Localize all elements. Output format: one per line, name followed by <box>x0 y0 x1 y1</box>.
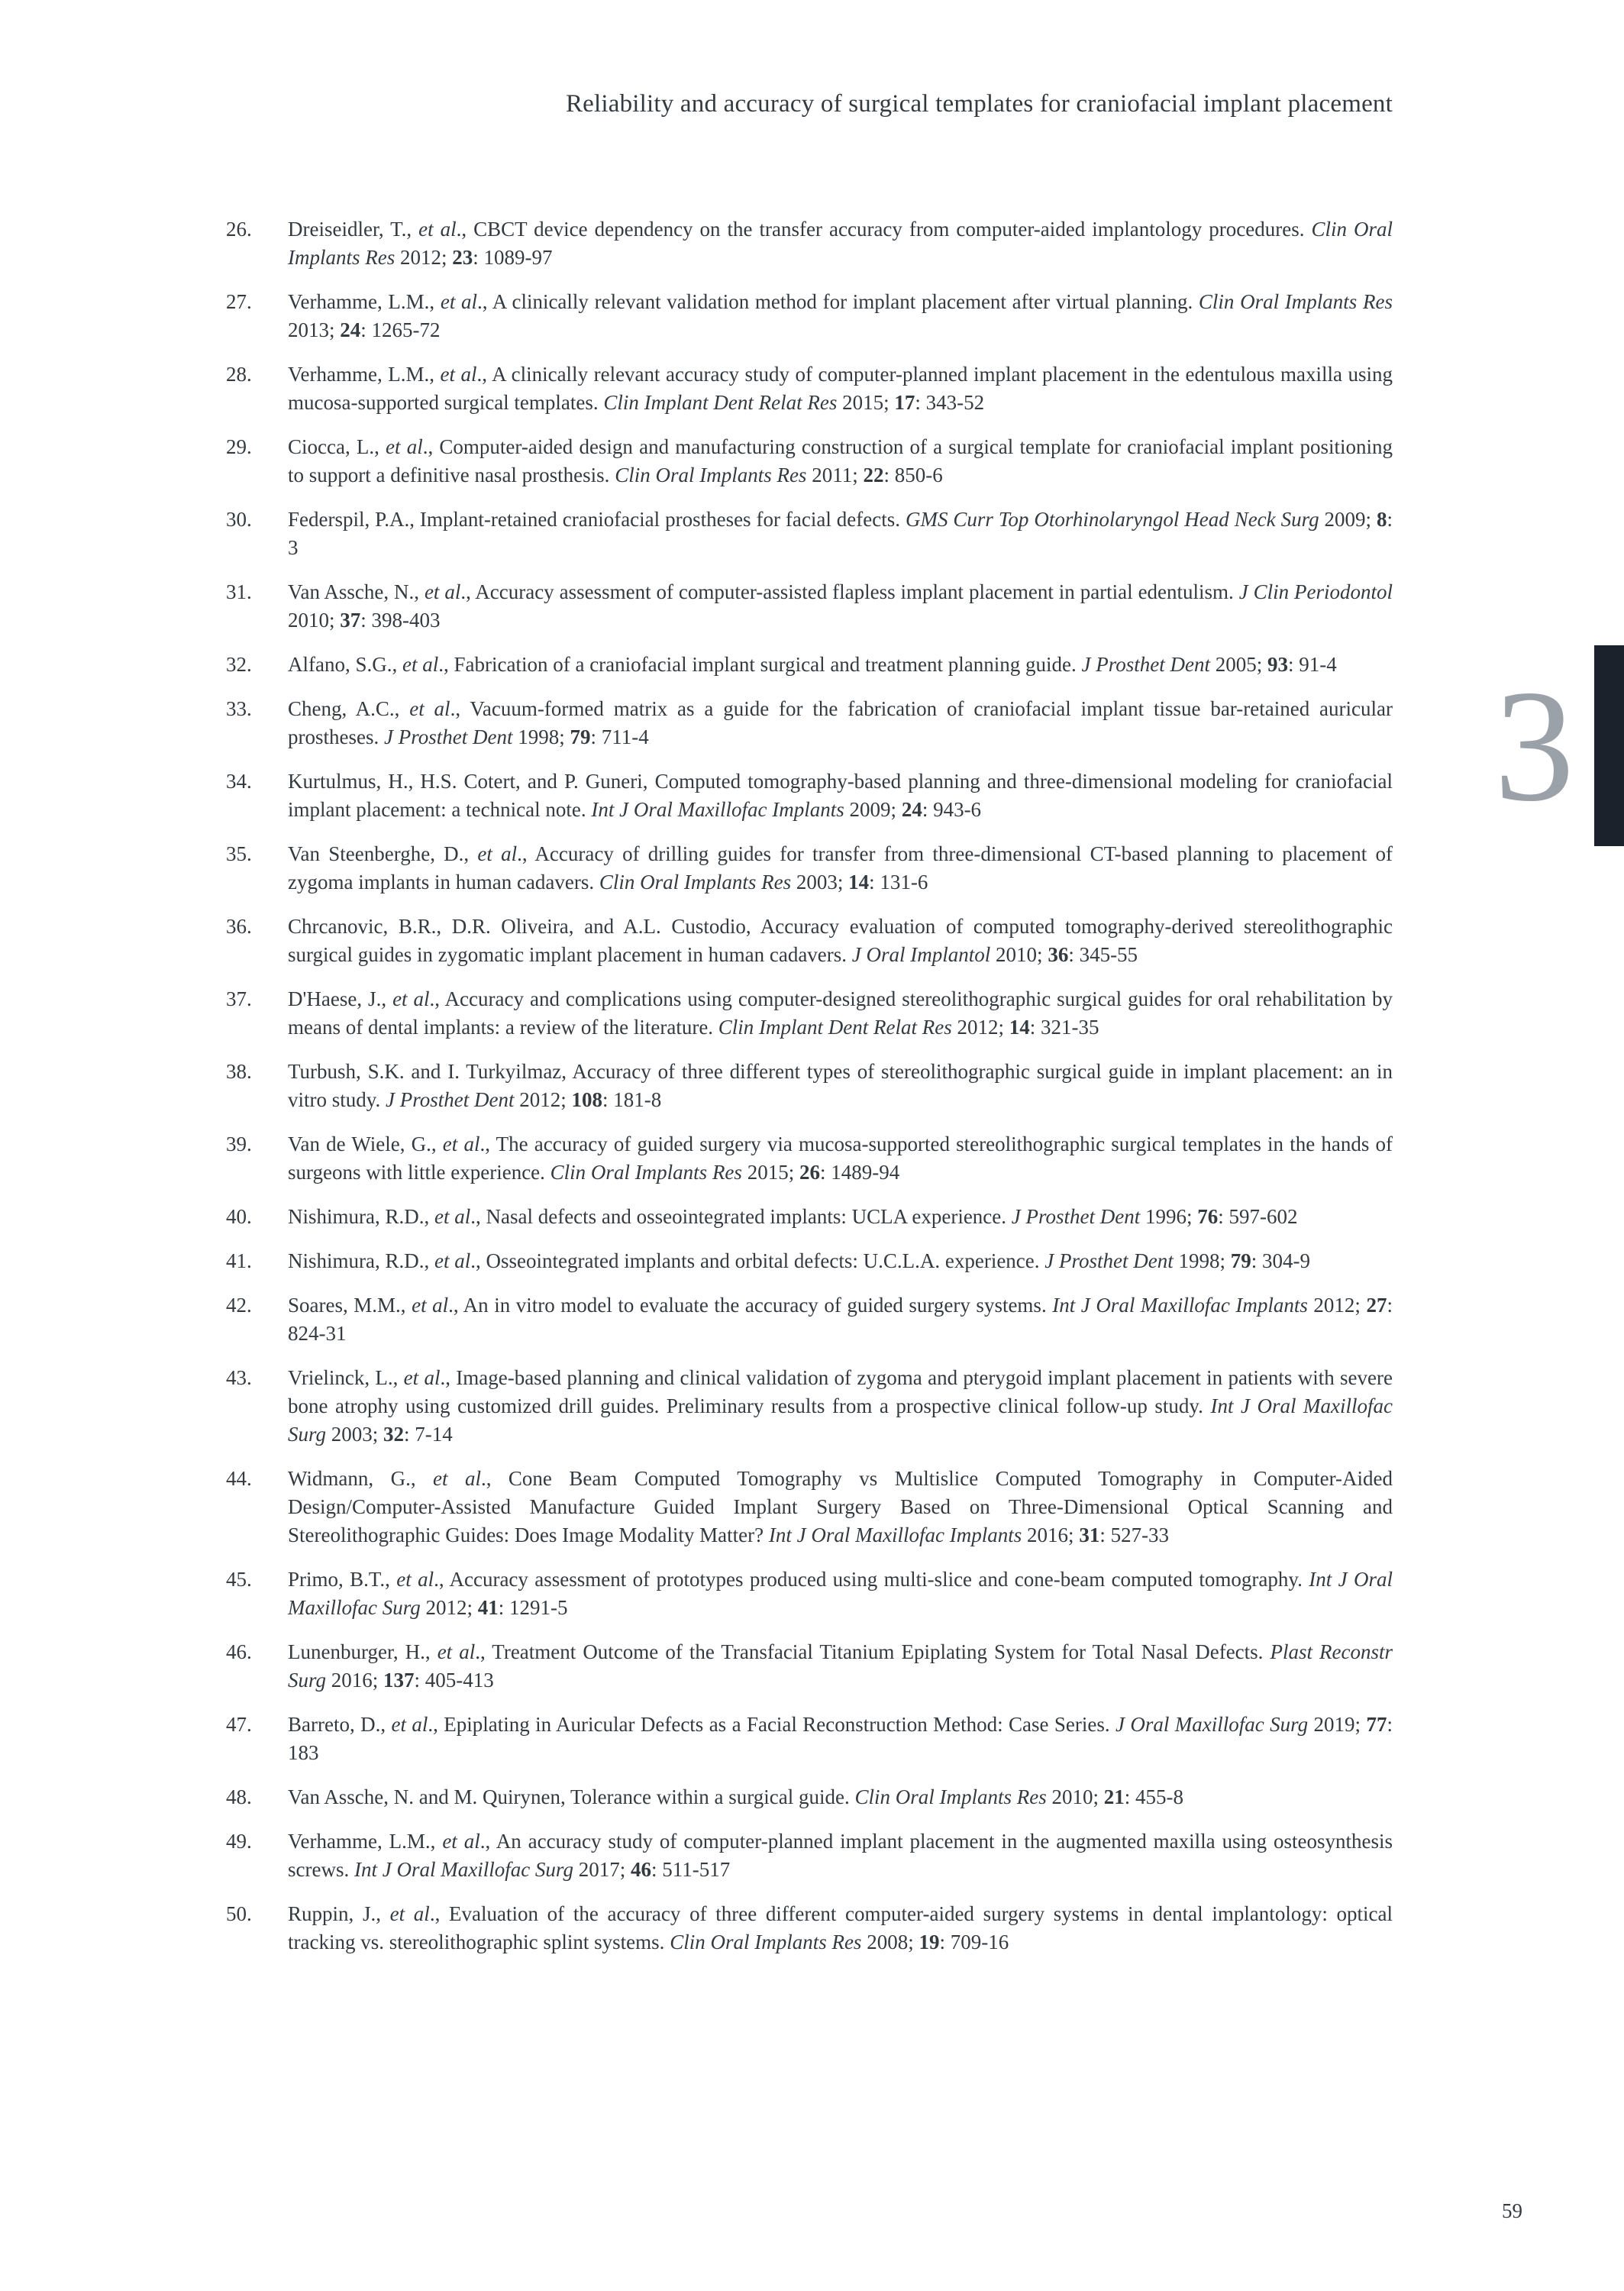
reference-text-segment: et al <box>412 1294 449 1317</box>
reference-text-segment: 14 <box>848 871 870 893</box>
reference-text <box>288 1058 1393 1114</box>
reference-text-segment: ., An accuracy study of computer-planned implant placement in the augmented maxilla using osteosynthesis screws. <box>288 1830 1393 1881</box>
reference-text-segment: Verhamme, L.M., <box>288 1830 443 1853</box>
reference-text <box>288 1203 1393 1231</box>
reference-text-segment: et al <box>418 218 457 241</box>
reference-text <box>288 1783 1393 1811</box>
reference-text-segment: 2011; <box>806 464 864 486</box>
reference-text-segment: : 7-14 <box>404 1423 453 1446</box>
reference-text-segment: ., The accuracy of guided surgery via mucosa-supported stereolithographic surgical templates in the hands of surgeons with little experience. <box>288 1133 1393 1184</box>
reference-number: 37. <box>226 987 252 1010</box>
reference-text-segment: : 131-6 <box>869 871 928 893</box>
reference-text-segment: D'Haese, J., <box>288 987 393 1010</box>
reference-text-segment: 22 <box>863 464 884 486</box>
reference-text-segment: : 398-403 <box>360 609 441 632</box>
reference-text-segment: Int J Oral Maxillofac Surg <box>354 1858 573 1881</box>
reference-number: 36. <box>226 915 252 938</box>
reference-number: 27. <box>226 290 252 313</box>
reference-text-segment: et al <box>424 580 461 603</box>
reference-text-segment: ., Fabrication of a craniofacial implant surgical and treatment planning guide. <box>438 653 1082 676</box>
reference-text-segment: Barreto, D., <box>288 1713 392 1736</box>
reference-text-segment: ., Accuracy assessment of prototypes produced using multi-slice and cone-beam computed tomography. <box>434 1568 1309 1591</box>
reference-text-segment: Int J Oral Maxillofac Implants <box>1052 1294 1308 1317</box>
reference-text-segment: Clin Oral Implants Res <box>550 1161 742 1184</box>
reference-text-segment: : 455-8 <box>1124 1785 1183 1808</box>
reference-text-segment: 79 <box>570 725 591 748</box>
reference-text-segment: Plast Reconstr Surg <box>288 1640 1393 1692</box>
reference-text-segment: 2013; <box>288 318 341 341</box>
reference-item <box>226 1711 1393 1767</box>
reference-text <box>288 506 1393 562</box>
reference-text <box>288 1900 1393 1957</box>
reference-number: 35. <box>226 842 252 865</box>
reference-text-segment: et al <box>440 290 478 313</box>
reference-text-segment: 8 <box>1376 508 1387 531</box>
reference-text-segment: ., Image-based planning and clinical validation of zygoma and pterygoid implant placement in patients with severe bone atrophy using customized drill guides. Preliminary results from a prospective clinical follow-up study. <box>288 1366 1393 1417</box>
reference-text-segment: : 850-6 <box>883 464 943 486</box>
reference-text-segment: 2010; <box>1046 1785 1104 1808</box>
reference-text-segment: Primo, B.T., <box>288 1568 397 1591</box>
reference-text-segment: ., Treatment Outcome of the Transfacial Titanium Epiplating System for Total Nasal Defects. <box>475 1640 1270 1663</box>
reference-text <box>288 578 1393 635</box>
reference-text-segment: J Clin Periodontol <box>1238 580 1393 603</box>
reference-text-segment: Clin Oral Implants Res <box>288 218 1393 269</box>
reference-text-segment: GMS Curr Top Otorhinolaryngol Head Neck Surg <box>905 508 1319 531</box>
reference-item <box>226 913 1393 969</box>
reference-text-segment: : 181-8 <box>602 1088 662 1111</box>
reference-text-segment: : 511-517 <box>651 1858 731 1881</box>
reference-item <box>226 1364 1393 1449</box>
reference-item <box>226 433 1393 490</box>
reference-text-segment: ., A clinically relevant accuracy study of computer-planned implant placement in the edentulous maxilla using mucosa-supported surgical templates. <box>288 363 1393 414</box>
reference-text <box>288 651 1393 679</box>
reference-text-segment: 93 <box>1267 653 1288 676</box>
reference-item <box>226 840 1393 897</box>
reference-item <box>226 1900 1393 1957</box>
chapter-number: 3 <box>1494 657 1574 835</box>
reference-text-segment: Federspil, P.A., Implant-retained craniofacial prostheses for facial defects. <box>288 508 906 531</box>
reference-number: 45. <box>226 1568 252 1591</box>
reference-text-segment: 2008; <box>861 1931 919 1953</box>
reference-text-segment: ., Computer-aided design and manufacturing construction of a surgical template for craniofacial implant positioning to support a definitive nasal prosthesis. <box>288 435 1393 486</box>
reference-text <box>288 1465 1393 1549</box>
reference-number: 43. <box>226 1366 252 1389</box>
reference-item <box>226 1291 1393 1348</box>
reference-item <box>226 1783 1393 1811</box>
reference-text-segment: 2009; <box>844 798 902 821</box>
reference-text-segment: : 597-602 <box>1218 1205 1298 1228</box>
reference-text-segment: 36 <box>1048 943 1069 966</box>
reference-text-segment: 26 <box>799 1161 820 1184</box>
reference-number: 34. <box>226 770 252 793</box>
reference-text-segment: 41 <box>477 1596 499 1619</box>
page-number: 59 <box>1502 2199 1522 2222</box>
reference-text-segment: 1998; <box>1173 1249 1231 1272</box>
reference-text-segment: : 1089-97 <box>473 246 553 269</box>
reference-text-segment: 27 <box>1366 1294 1387 1317</box>
reference-text-segment: et al <box>409 697 450 720</box>
reference-number: 39. <box>226 1133 252 1155</box>
reference-text-segment: Soares, M.M., <box>288 1294 412 1317</box>
reference-text-segment: et al <box>396 1568 434 1591</box>
reference-number: 49. <box>226 1830 252 1853</box>
reference-text <box>288 288 1393 344</box>
reference-item <box>226 1058 1393 1114</box>
reference-text-segment: J Prosthet Dent <box>1011 1205 1141 1228</box>
reference-number: 38. <box>226 1060 252 1083</box>
reference-item <box>226 578 1393 635</box>
reference-item <box>226 985 1393 1042</box>
reference-text <box>288 913 1393 969</box>
reference-text-segment: ., A clinically relevant validation method for implant placement after virtual planning. <box>477 290 1199 313</box>
reference-text-segment: Van Assche, N. and M. Quirynen, Tolerance within a surgical guide. <box>288 1785 855 1808</box>
reference-item <box>226 1465 1393 1549</box>
reference-text-segment: et al <box>477 842 518 865</box>
reference-text-segment: : 405-413 <box>414 1669 494 1692</box>
reference-item <box>226 1130 1393 1187</box>
reference-text-segment: 2019; <box>1308 1713 1367 1736</box>
reference-text-segment: 24 <box>901 798 922 821</box>
reference-number: 41. <box>226 1249 252 1272</box>
reference-text-segment: 2012; <box>514 1088 572 1111</box>
reference-text-segment: 2012; <box>395 246 453 269</box>
reference-text <box>288 433 1393 490</box>
reference-number: 32. <box>226 653 252 676</box>
reference-text-segment: : 943-6 <box>922 798 982 821</box>
reference-text-segment: : 1265-72 <box>360 318 441 341</box>
reference-text-segment: ., Cone Beam Computed Tomography vs Multislice Computed Tomography in Computer-Aided Design/Computer-Assisted Manufacture Guided Implant Surgery Based on Three-Dimensional Optical Scanning and Stereolithographic Guides: Does Image Modality Matter? <box>288 1467 1393 1546</box>
reference-text-segment: J Oral Implantol <box>851 943 991 966</box>
reference-item <box>226 506 1393 562</box>
reference-text-segment: Clin Oral Implants Res <box>615 464 807 486</box>
reference-number: 33. <box>226 697 252 720</box>
reference-text-segment: : 321-35 <box>1029 1016 1099 1039</box>
reference-text-segment: Int J Oral Maxillofac Implants <box>768 1524 1022 1546</box>
reference-text-segment: 108 <box>571 1088 602 1111</box>
reference-text-segment: Turbush, S.K. and I. Turkyilmaz, Accuracy of three different types of stereolithographic surgical guide in implant placement: an in vitro study. <box>288 1060 1393 1111</box>
reference-text <box>288 1711 1393 1767</box>
reference-number: 44. <box>226 1467 252 1490</box>
reference-text-segment: 2015; <box>837 391 895 414</box>
reference-number: 50. <box>226 1902 252 1925</box>
reference-text-segment: 79 <box>1230 1249 1251 1272</box>
reference-text-segment: : 527-33 <box>1099 1524 1170 1546</box>
reference-text <box>288 360 1393 417</box>
reference-text-segment: Int J Oral Maxillofac Surg <box>288 1568 1393 1619</box>
reference-number: 31. <box>226 580 252 603</box>
reference-text-segment: ., Vacuum-formed matrix as a guide for the fabrication of craniofacial implant tissue bar-retained auricular prostheses. <box>288 697 1393 748</box>
reference-text-segment: 2016; <box>1022 1524 1080 1546</box>
reference-text-segment: J Prosthet Dent <box>1044 1249 1174 1272</box>
reference-item <box>226 1566 1393 1622</box>
reference-text-segment: et al <box>389 1902 430 1925</box>
reference-text-segment: 46 <box>630 1858 651 1881</box>
reference-text-segment: Clin Implant Dent Relat Res <box>718 1016 952 1039</box>
chapter-marker <box>1494 645 1624 846</box>
reference-text-segment: ., Evaluation of the accuracy of three different computer-aided surgery systems in dental implantology: optical tracking vs. stereolithographic splint systems. <box>288 1902 1393 1953</box>
reference-text-segment: ., Epiplating in Auricular Defects as a Facial Reconstruction Method: Case Series. <box>428 1713 1116 1736</box>
reference-text-segment: Vrielinck, L., <box>288 1366 404 1389</box>
reference-text-segment: Int J Oral Maxillofac Implants <box>591 798 844 821</box>
reference-item <box>226 1638 1393 1695</box>
reference-text-segment: 2005; <box>1209 653 1267 676</box>
reference-text <box>288 985 1393 1042</box>
reference-text-segment: et al <box>391 1713 428 1736</box>
reference-text-segment: Verhamme, L.M., <box>288 290 441 313</box>
reference-text <box>288 1291 1393 1348</box>
reference-text <box>288 1247 1393 1275</box>
reference-text-segment: Van Assche, N., <box>288 580 425 603</box>
reference-text-segment: ., Accuracy and complications using computer-designed stereolithographic surgical guides for oral rehabilitation by means of dental implants: a review of the literature. <box>288 987 1393 1039</box>
reference-text-segment: Clin Oral Implants Res <box>1198 290 1393 313</box>
reference-number: 40. <box>226 1205 252 1228</box>
reference-text-segment: Dreiseidler, T., <box>288 218 419 241</box>
reference-text-segment: Chrcanovic, B.R., D.R. Oliveira, and A.L. Custodio, Accuracy evaluation of computed tomography-derived stereolithographic surgical guides in zygomatic implant placement in human cadavers. <box>288 915 1393 966</box>
reference-text-segment: 2010; <box>990 943 1048 966</box>
reference-text-segment: et al <box>442 1133 480 1155</box>
reference-item <box>226 1827 1393 1884</box>
reference-text-segment: et al <box>442 1830 480 1853</box>
reference-text-segment: et al <box>433 1467 481 1490</box>
reference-text-segment: Widmann, G., <box>288 1467 434 1490</box>
reference-text <box>288 1827 1393 1884</box>
reference-text-segment: 2009; <box>1319 508 1377 531</box>
reference-text-segment: 1998; <box>512 725 570 748</box>
reference-text-segment: Lunenburger, H., <box>288 1640 437 1663</box>
reference-text-segment: et al <box>403 1366 441 1389</box>
reference-text-segment: Kurtulmus, H., H.S. Cotert, and P. Guneri, Computed tomography-based planning and three-dimensional modeling for craniofacial implant placement: a technical note. <box>288 770 1393 821</box>
reference-text-segment: 2003; <box>791 871 849 893</box>
reference-text-segment: et al <box>434 1249 471 1272</box>
reference-text-segment: : 183 <box>288 1713 1393 1764</box>
reference-text-segment: Alfano, S.G., <box>288 653 402 676</box>
reference-number: 26. <box>226 218 252 241</box>
reference-text-segment: 2003; <box>326 1423 384 1446</box>
reference-text-segment: : 345-55 <box>1068 943 1138 966</box>
reference-text-segment: : 1291-5 <box>498 1596 568 1619</box>
reference-text-segment: 24 <box>340 318 361 341</box>
reference-text-segment: : 709-16 <box>939 1931 1009 1953</box>
reference-text-segment: Nishimura, R.D., <box>288 1249 434 1272</box>
reference-text-segment: Ciocca, L., <box>288 435 386 458</box>
reference-text-segment: Verhamme, L.M., <box>288 363 441 386</box>
reference-text-segment: J Prosthet Dent <box>1081 653 1210 676</box>
reference-text-segment: J Oral Maxillofac Surg <box>1115 1713 1309 1736</box>
reference-text-segment: 21 <box>1103 1785 1125 1808</box>
reference-text-segment: Ruppin, J., <box>288 1902 390 1925</box>
reference-text-segment: : 304-9 <box>1251 1249 1311 1272</box>
reference-item <box>226 1203 1393 1231</box>
reference-text-segment: Van Steenberghe, D., <box>288 842 478 865</box>
reference-text-segment: et al <box>437 1640 476 1663</box>
reference-number: 30. <box>226 508 252 531</box>
reference-text-segment: 137 <box>383 1669 415 1692</box>
reference-number: 48. <box>226 1785 252 1808</box>
reference-text-segment: 23 <box>452 246 473 269</box>
reference-text <box>288 767 1393 824</box>
reference-text-segment: : 91-4 <box>1287 653 1337 676</box>
reference-text-segment: Nishimura, R.D., <box>288 1205 434 1228</box>
reference-number: 28. <box>226 363 252 386</box>
reference-text-segment: et al <box>386 435 423 458</box>
reference-item <box>226 651 1393 679</box>
reference-text-segment: 2010; <box>288 609 341 632</box>
reference-item <box>226 767 1393 824</box>
reference-item <box>226 1247 1393 1275</box>
reference-item <box>226 215 1393 272</box>
reference-number: 42. <box>226 1294 252 1317</box>
reference-list <box>226 215 1393 1973</box>
reference-text-segment: Clin Oral Implants Res <box>854 1785 1047 1808</box>
reference-text-segment: 2015; <box>741 1161 799 1184</box>
reference-text <box>288 840 1393 897</box>
reference-text-segment: 2012; <box>1307 1294 1367 1317</box>
reference-text-segment: ., Nasal defects and osseointegrated implants: UCLA experience. <box>470 1205 1012 1228</box>
reference-number: 29. <box>226 435 252 458</box>
reference-text-segment: 17 <box>894 391 915 414</box>
reference-text-segment: 14 <box>1009 1016 1030 1039</box>
reference-text <box>288 1566 1393 1622</box>
reference-text-segment: Clin Oral Implants Res <box>599 871 792 893</box>
reference-text-segment: ., Accuracy assessment of computer-assisted flapless implant placement in partial edentulism. <box>460 580 1239 603</box>
running-header: Reliability and accuracy of surgical templates for craniofacial implant placement <box>565 90 1393 118</box>
reference-text-segment: 31 <box>1079 1524 1100 1546</box>
reference-text-segment: J Prosthet Dent <box>386 1088 515 1111</box>
reference-text-segment: ., Osseointegrated implants and orbital defects: U.C.L.A. experience. <box>470 1249 1045 1272</box>
reference-text <box>288 1130 1393 1187</box>
reference-text-segment: Van de Wiele, G., <box>288 1133 443 1155</box>
reference-text-segment: 76 <box>1197 1205 1219 1228</box>
reference-text-segment: et al <box>402 653 439 676</box>
reference-text-segment: 37 <box>340 609 361 632</box>
reference-text-segment: 32 <box>383 1423 405 1446</box>
reference-text <box>288 1364 1393 1449</box>
reference-text <box>288 215 1393 272</box>
reference-text-segment: 2012; <box>420 1596 478 1619</box>
reference-text-segment: ., Accuracy of drilling guides for transfer from three-dimensional CT-based planning to placement of zygoma implants in human cadavers. <box>288 842 1393 893</box>
reference-text-segment: ., An in vitro model to evaluate the accuracy of guided surgery systems. <box>448 1294 1053 1317</box>
reference-text-segment: 19 <box>919 1931 940 1953</box>
reference-text-segment: 2017; <box>573 1858 631 1881</box>
reference-item <box>226 288 1393 344</box>
reference-text-segment: : 343-52 <box>915 391 985 414</box>
reference-item <box>226 360 1393 417</box>
reference-text-segment: J Prosthet Dent <box>383 725 513 748</box>
reference-text-segment: : 824-31 <box>288 1294 1393 1345</box>
reference-text-segment: 2016; <box>326 1669 384 1692</box>
chapter-tab-bar <box>1594 645 1624 846</box>
reference-text-segment: 77 <box>1366 1713 1387 1736</box>
reference-text <box>288 695 1393 751</box>
reference-text <box>288 1638 1393 1695</box>
reference-text-segment: 2012; <box>951 1016 1009 1039</box>
reference-text-segment: et al <box>440 363 477 386</box>
reference-item <box>226 695 1393 751</box>
reference-text-segment: Int J Oral Maxillofac Surg <box>288 1394 1393 1446</box>
reference-text-segment: Clin Oral Implants Res <box>670 1931 862 1953</box>
reference-text-segment: : 711-4 <box>590 725 649 748</box>
reference-text-segment: Cheng, A.C., <box>288 697 410 720</box>
reference-text-segment: : 3 <box>288 508 1393 559</box>
reference-text-segment: 1996; <box>1140 1205 1198 1228</box>
reference-text-segment: et al <box>392 987 430 1010</box>
reference-number: 47. <box>226 1713 252 1736</box>
reference-text-segment: ., CBCT device dependency on the transfer accuracy from computer-aided implantology procedures. <box>456 218 1312 241</box>
reference-text-segment: : 1489-94 <box>819 1161 900 1184</box>
reference-text-segment: Clin Implant Dent Relat Res <box>603 391 838 414</box>
reference-text-segment: et al <box>434 1205 471 1228</box>
reference-number: 46. <box>226 1640 252 1663</box>
